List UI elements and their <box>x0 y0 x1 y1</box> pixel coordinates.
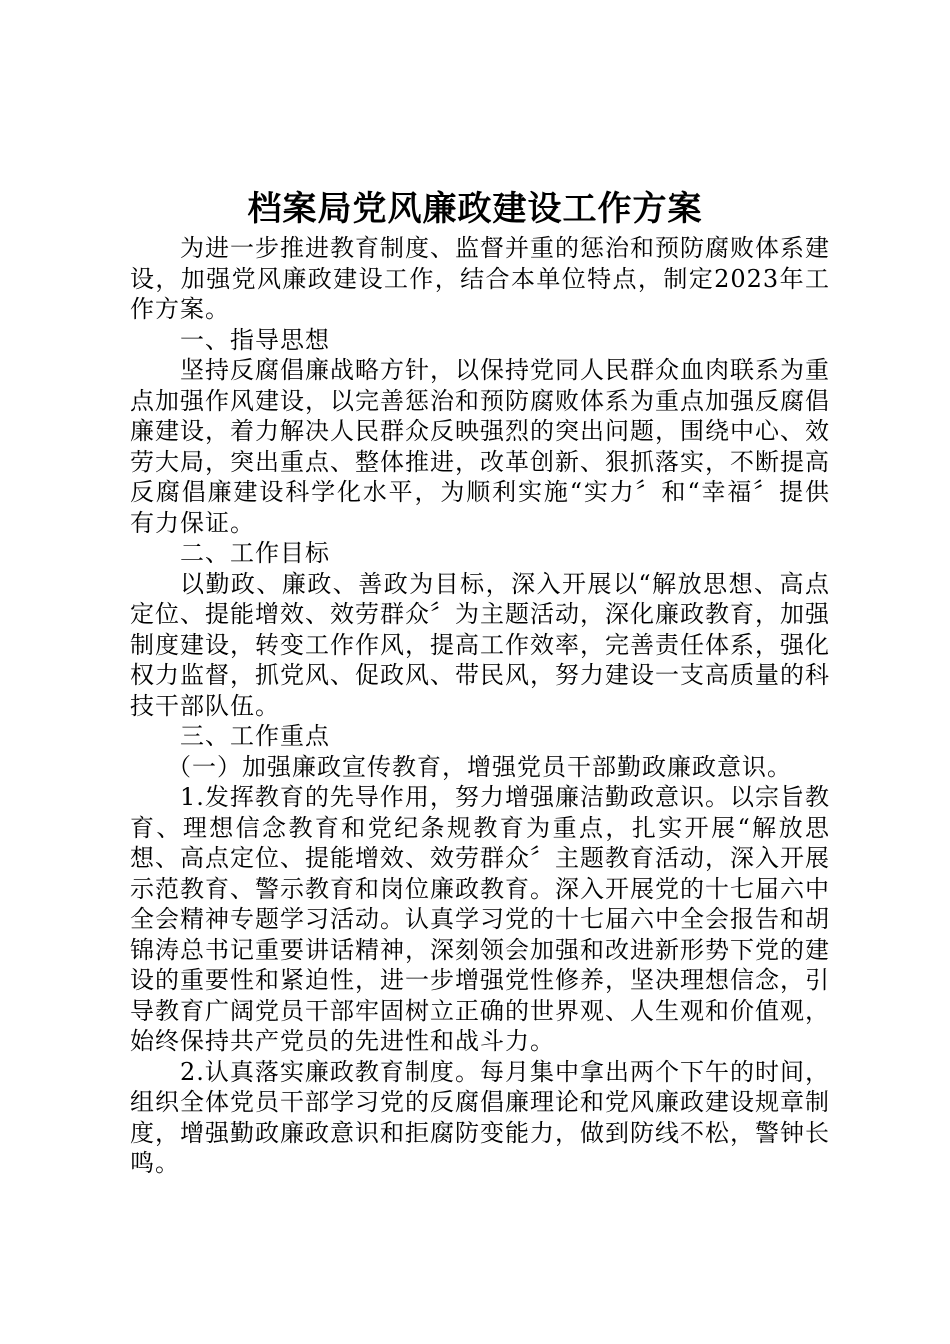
intro-paragraph: 为进一步推进教育制度、监督并重的惩治和预防腐败体系建设，加强党风廉政建设工作，结合本单位特点，制定2023年工作方案。 <box>130 234 830 323</box>
section-heading-work-goals: 二、工作目标 <box>180 539 330 567</box>
document-body <box>130 233 830 1179</box>
document-title: 档案局党风廉政建设工作方案 <box>247 189 703 229</box>
guiding-thought-paragraph: 坚持反腐倡廉战略方针，以保持党同人民群众血肉联系为重点加强作风建设，以完善惩治和预防腐败体系为重点加强反腐倡廉建设，着力解决人民群众反映强烈的突出问题，围绕中心、效劳大局，突出重点、整体推进，改革创新、狠抓落实，不断提高反腐倡廉建设科学化水平，为顺利实施“实力〞和“幸福〞提供有力保证。 <box>130 356 830 537</box>
section-heading-guiding-thought: 一、指导思想 <box>180 325 330 354</box>
item-1-paragraph: 1.发挥教育的先导作用，努力增强廉洁勤政意识。以宗旨教育、理想信念教育和党纪条规教育为重点，扎实开展“解放思想、高点定位、提能增效、效劳群众〞主题教育活动，深入开展示范教育、警示教育和岗位廉政教育。深入开展党的十七届六中全会精神专题学习活动。认真学习党的十七届六中全会报告和胡锦涛总书记重要讲话精神，深刻领会加强和改进新形势下党的建设的重要性和紧迫性，进一步增强党性修养，坚决理想信念，引导教育广阔党员干部牢固树立正确的世界观、人生观和价值观，始终保持共产党员的先进性和战斗力。 <box>130 783 830 1055</box>
section-heading-work-focus: 三、工作重点 <box>180 722 330 750</box>
work-goals-paragraph: 以勤政、廉政、善政为目标，深入开展以“解放思想、高点定位、提能增效、效劳群众〞为主题活动，深化廉政教育，加强制度建设，转变工作作风，提高工作效率，完善责任体系，强化权力监督，抓党风、促政风、带民风，努力建设一支高质量的科技干部队伍。 <box>130 569 830 720</box>
item-2-paragraph: 2.认真落实廉政教育制度。每月集中拿出两个下午的时间，组织全体党员干部学习党的反腐倡廉理论和党风廉政建设规章制度，增强勤政廉政意识和拒腐防变能力，做到防线不松，警钟长鸣。 <box>130 1057 830 1177</box>
subsection-heading-education: （一）加强廉政宣传教育，增强党员干部勤政廉政意识。 <box>167 752 792 781</box>
